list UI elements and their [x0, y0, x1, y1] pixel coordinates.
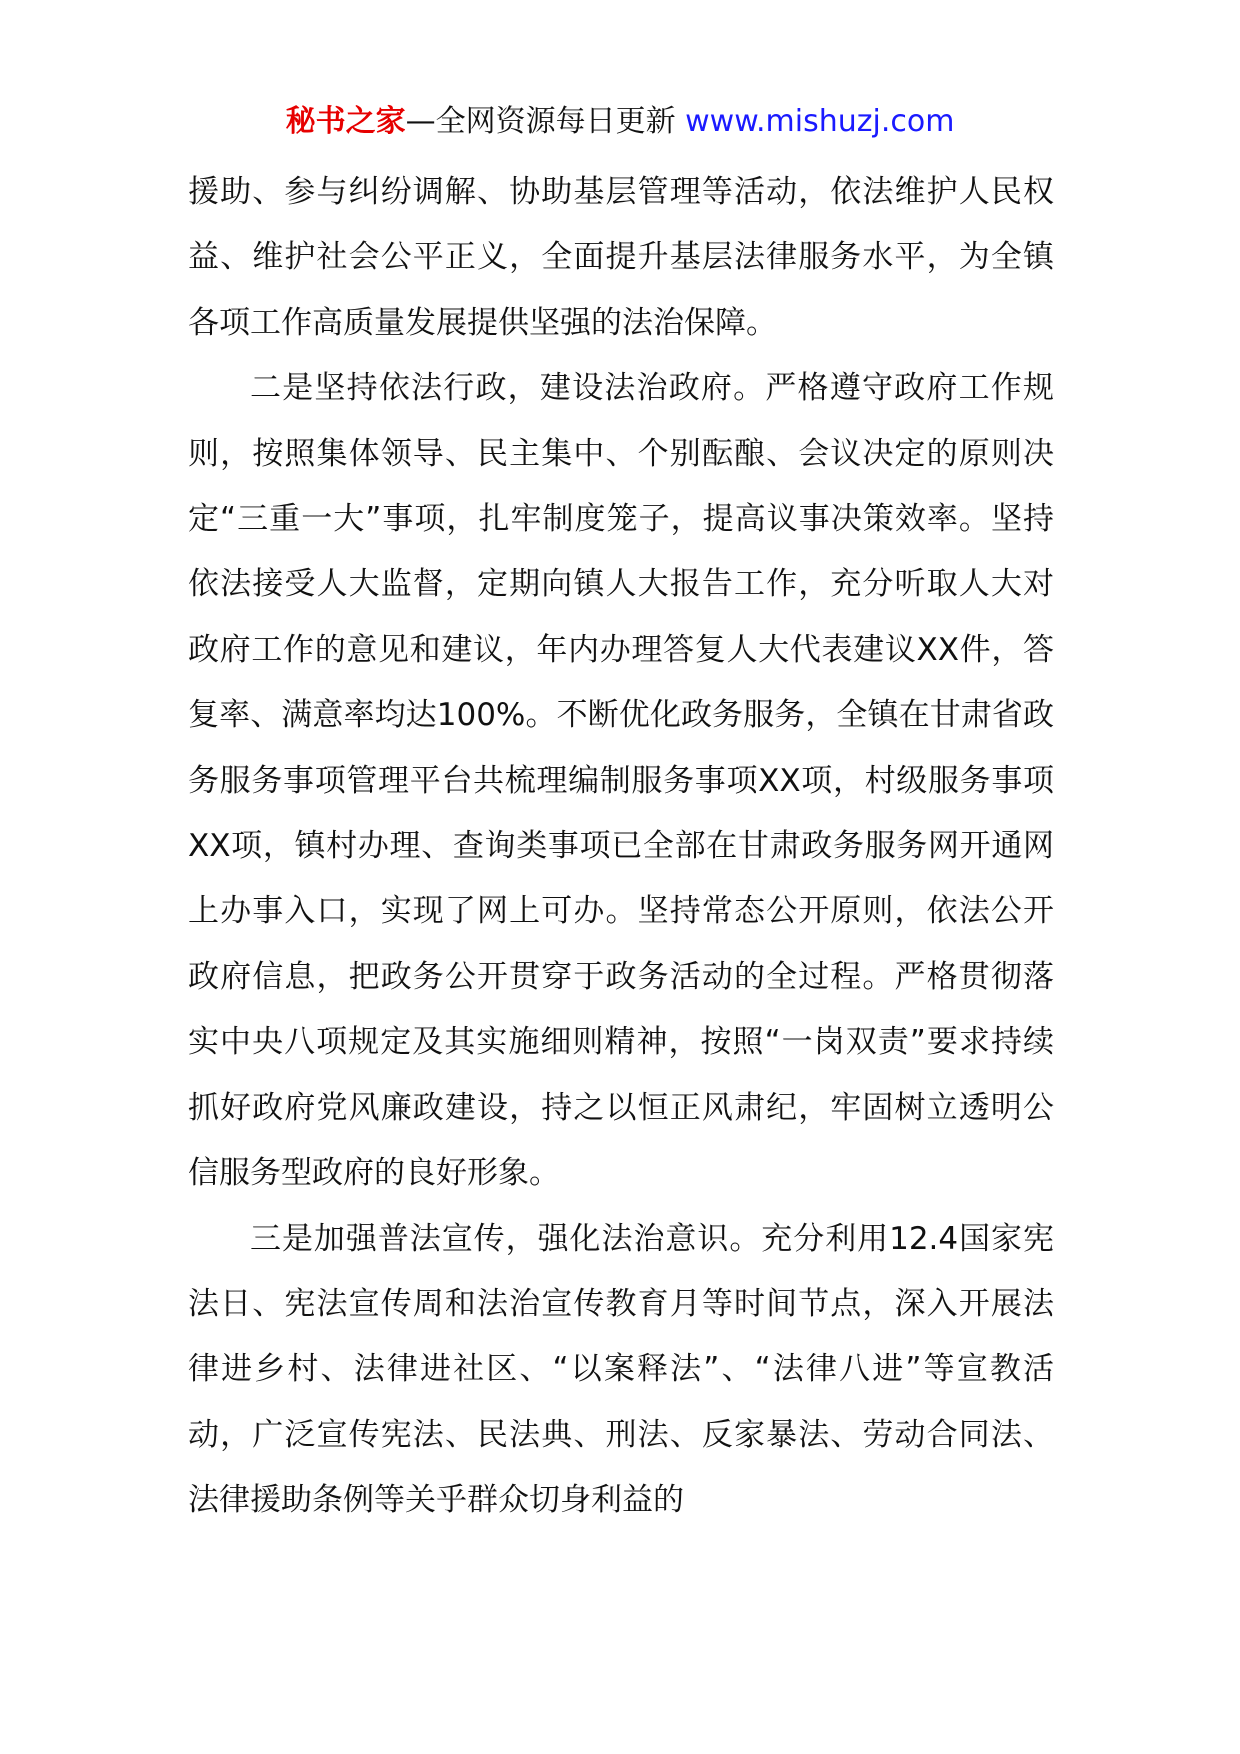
paragraph-legal-publicity: 三是加强普法宣传，强化法治意识。充分利用12.4国家宪法日、宪法宣传周和法治宣传教育月等时间节点，深入开展法律进乡村、法律进社区、“以案释法”、“法律八进”等宣教活动，广泛宣传宪法、民法典、刑法、反家暴法、劳动合同法、法律援助条例等关乎群众切身利益的 [188, 1220, 1054, 1519]
paragraph-continuation: 援助、参与纠纷调解、协助基层管理等活动，依法维护人民权益、维护社会公平正义，全面提升基层法律服务水平，为全镇各项工作高质量发展提供坚强的法治保障。 [188, 174, 1054, 341]
site-watermark-header [0, 100, 1240, 144]
site-tagline: —全网资源每日更新 [405, 104, 686, 139]
site-brand-name: 秘书之家 [285, 104, 406, 139]
paragraph-rule-of-law-government: 二是坚持依法行政，建设法治政府。严格遵守政府工作规则，按照集体领导、民主集中、个别酝酿、会议决定的原则决定“三重一大”事项，扎牢制度笼子，提高议事决策效率。坚持依法接受人大监督，定期向镇人大报告工作，充分听取人大对政府工作的意见和建议，年内办理答复人大代表建议XX件，答复率、满意率均达100%。不断优化政务服务，全镇在甘肃省政务服务事项管理平台共梳理编制服务事项XX项，村级服务事项XX项，镇村办理、查询类事项已全部在甘肃政务服务网开通网上办事入口，实现了网上可办。坚持常态公开原则，依法公开政府信息，把政务公开贯穿于政务活动的全过程。严格贯彻落实中央八项规定及其实施细则精神，按照“一岗双责”要求持续抓好政府党风廉政建设，持之以恒正风肃纪，牢固树立透明公信服务型政府的良好形象。 [188, 370, 1054, 1192]
document-body [188, 160, 1054, 1534]
site-url: www.mishuzj.com [685, 104, 955, 139]
